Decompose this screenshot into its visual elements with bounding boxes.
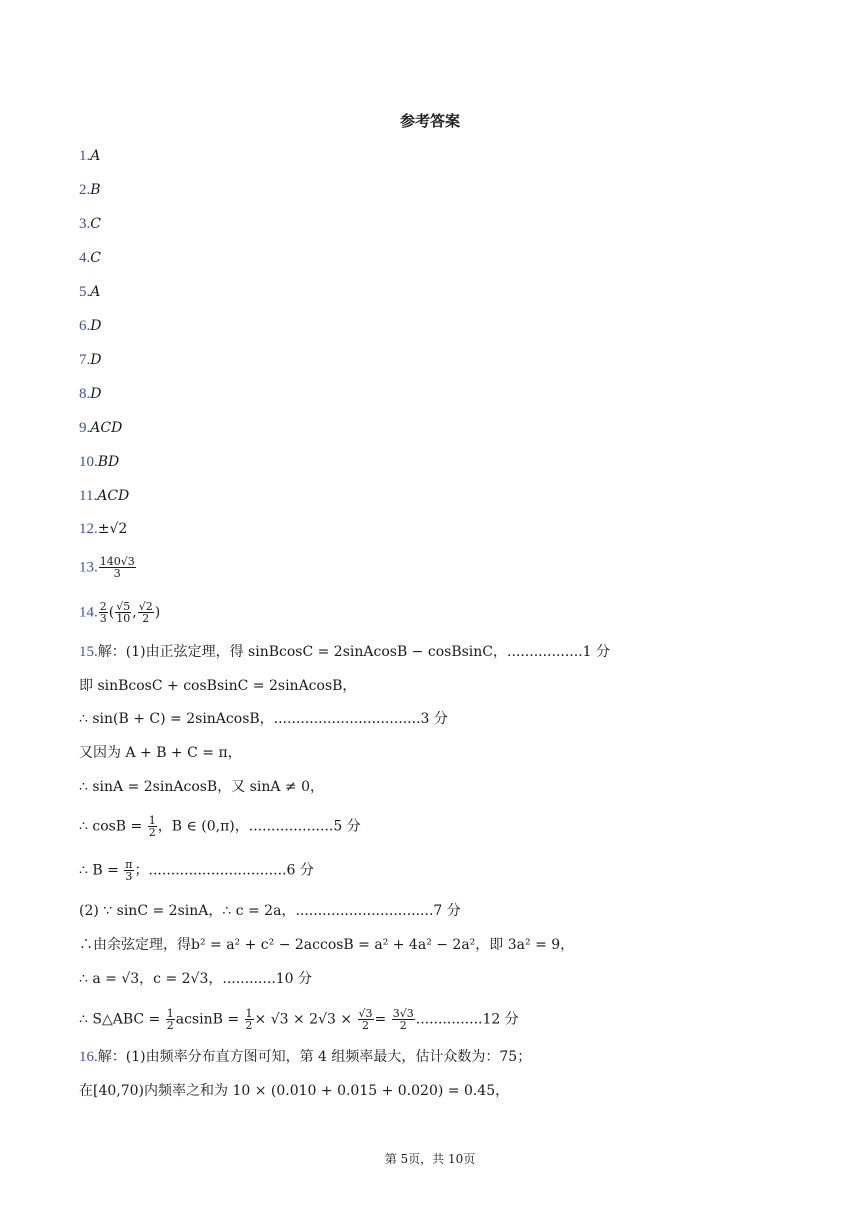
answer-7: 7.D xyxy=(79,352,102,368)
answer-5: 5.A xyxy=(79,284,101,300)
answer-4: 4.C xyxy=(79,250,101,266)
fraction: $\frac{√3}{2}$ xyxy=(358,1007,373,1032)
fraction: $\frac{3√3}{2}$ xyxy=(392,1007,414,1032)
answer-14: 14. $\frac{2}{3}$ ( $\frac{√5}{10}$ , $\frac{√2}{2}$ ) xyxy=(79,600,161,625)
fraction: $\frac{1}{2}$ xyxy=(245,1007,253,1032)
q15-line-1: 15.解：(1)由正弦定理，得 sinBcosC = 2sinAcosB − cosBsinC，.................1 分 xyxy=(79,644,611,660)
answer-12: 12.±√2 xyxy=(79,521,128,537)
answer-3: 3.C xyxy=(79,216,101,232)
fraction: $\frac{140√3}{3}$ xyxy=(99,555,135,580)
q16-line-1: 16.解：(1)由频率分布直方图可知，第 4 组频率最大，估计众数为：75； xyxy=(79,1049,532,1065)
q15-line-6: ∴ cosB = $\frac{1}{2}$ ，B ∈ (0,π)，...................5 分 xyxy=(79,814,361,839)
answer-2: 2.B xyxy=(79,182,101,198)
answer-11: 11.ACD xyxy=(79,488,130,504)
q15-line-9: ∴由余弦定理，得b² = a² + c² − 2accosB = a² + 4a² − 2a²，即 3a² = 9， xyxy=(79,937,575,953)
page-title: 参考答案 xyxy=(399,112,460,130)
page-footer: 第 5页，共 10页 xyxy=(384,1152,476,1166)
fraction: $\frac{1}{2}$ xyxy=(148,814,156,839)
fraction: $\frac{√5}{10}$ xyxy=(116,600,131,625)
q15-line-5: ∴ sinA = 2sinAcosB，又 sinA ≠ 0， xyxy=(79,779,324,795)
answer-8: 8.D xyxy=(79,386,102,402)
fraction: $\frac{2}{3}$ xyxy=(99,600,107,625)
q15-line-3: ∴ sin(B + C) = 2sinAcosB，.................................3 分 xyxy=(79,711,448,727)
fraction: $\frac{√2}{2}$ xyxy=(138,600,153,625)
q15-line-11: ∴ S△ABC = $\frac{1}{2}$ acsinB = $\frac{1}{2}$ × √3 × 2√3 × $\frac{√3}{2}$ = $\frac{3√3}{2}$ ...............12 分 xyxy=(79,1007,519,1032)
fraction: $\frac{\pi}{3}$ xyxy=(125,858,133,883)
q15-line-8: (2) ∵ sinC = 2sinA，∴ c = 2a，...............................7 分 xyxy=(79,903,461,919)
answer-13: 13. $\frac{140√3}{3}$ xyxy=(79,555,135,580)
answer-9: 9.ACD xyxy=(79,420,123,436)
q15-line-2: 即 sinBcosC + cosBsinC = 2sinAcosB， xyxy=(79,678,357,694)
answer-6: 6.D xyxy=(79,318,102,334)
answer-1: 1.A xyxy=(79,148,101,164)
answer-10: 10.BD xyxy=(79,454,120,470)
q15-line-7: ∴ B = $\frac{\pi}{3}$ ；...............................6 分 xyxy=(79,858,314,883)
q16-line-2: 在[40,70)内频率之和为 10 × (0.010 + 0.015 + 0.020) = 0.45， xyxy=(79,1083,510,1099)
fraction: $\frac{1}{2}$ xyxy=(166,1007,174,1032)
q15-line-4: 又因为 A + B + C = π， xyxy=(79,745,242,761)
q15-line-10: ∴ a = √3，c = 2√3，............10 分 xyxy=(79,971,313,987)
